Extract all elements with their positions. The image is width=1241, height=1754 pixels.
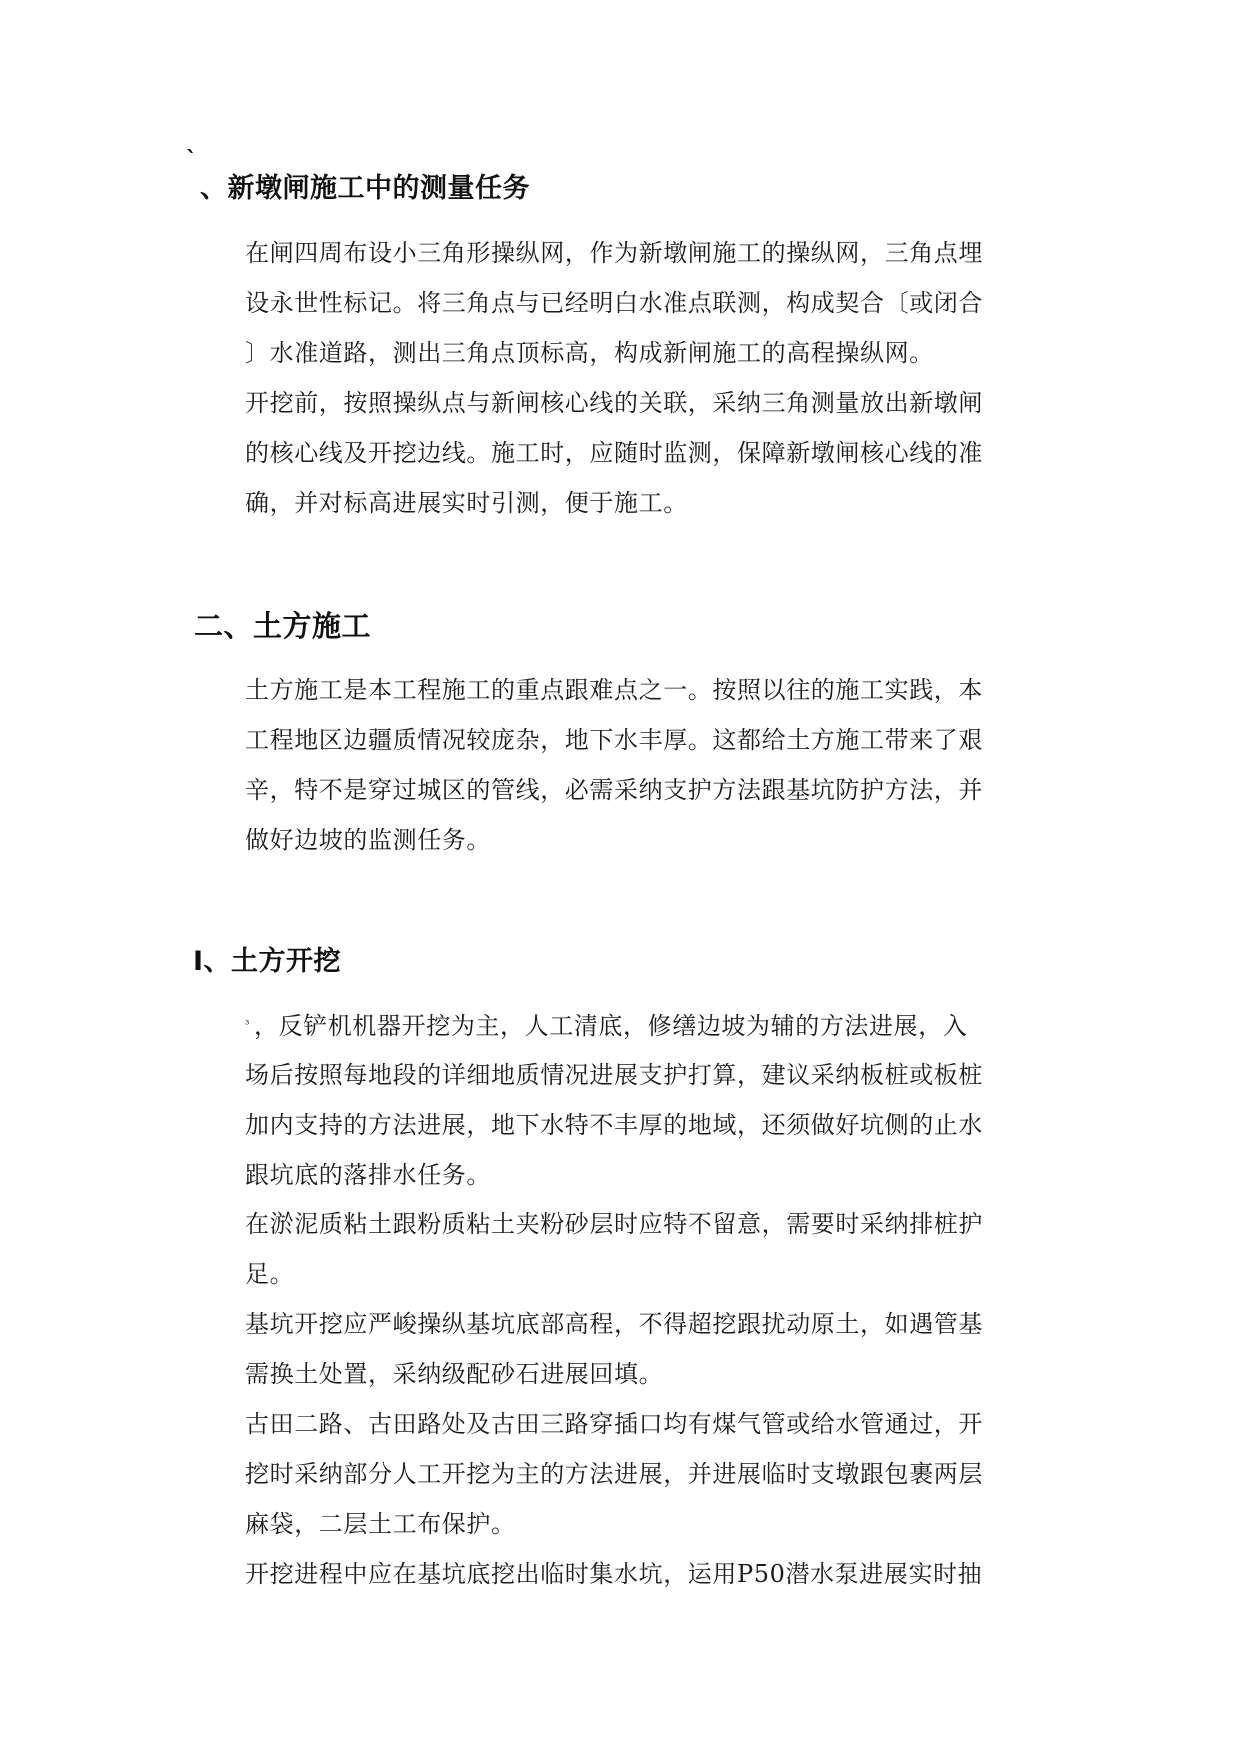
section-number: 、 bbox=[200, 173, 228, 204]
text-line: 挖时采纳部分人工开挖为主的方法进展，并进展临时支墩跟包裹两层 bbox=[245, 1460, 983, 1488]
section-heading-1 bbox=[200, 166, 530, 205]
text-line: 在淤泥质粘土跟粉质粘土夹粉砂层时应特不留意，需要时采纳排桩护 bbox=[245, 1210, 983, 1238]
section-number: 二、 bbox=[194, 609, 254, 643]
text-line: 在闸四周布设小三角形操纵网，作为新墩闸施工的操纵网，三角点埋 bbox=[245, 239, 983, 267]
section-title: 新墩闸施工中的测量任务 bbox=[227, 173, 530, 204]
section-title: 土方施工 bbox=[253, 609, 372, 643]
text-line: 场后按照每地段的详细地质情况进展支护打算，建议采纳板桩或板桩 bbox=[245, 1061, 983, 1089]
paragraph bbox=[245, 228, 1000, 378]
paragraph bbox=[245, 665, 1000, 865]
text-line: 需换土处置，采纳级配砂石进展回填。 bbox=[245, 1360, 664, 1388]
text-line: 的核心线及开挖边线。施工时，应随时监测，保障新墩闸核心线的准 bbox=[245, 439, 983, 467]
lead-mark: ³ bbox=[245, 1018, 251, 1031]
section-heading-2 bbox=[194, 604, 371, 645]
text-line: 辛，特不是穿过城区的管线，必需采纳支护方法跟基坑防护方法，并 bbox=[245, 776, 983, 804]
text-line: 〕水准道路，测出三角点顶标高，构成新闸施工的高程操纵网。 bbox=[245, 339, 934, 367]
stray-mark: ` bbox=[186, 148, 197, 173]
text-line-content: ，反铲机机器开挖为主，人工清底，修缮边坡为辅的方法进展，入 bbox=[254, 1012, 968, 1040]
text-line: 开挖前，按照操纵点与新闸核心线的关联，采纳三角测量放出新墩闸 bbox=[245, 389, 983, 417]
paragraph bbox=[245, 1299, 1000, 1399]
paragraph bbox=[245, 1549, 1000, 1599]
text-line: 设永世性标记。将三角点与已经明白水准点联测，构成契合〔或闭合 bbox=[245, 289, 983, 317]
paragraph bbox=[245, 1000, 1000, 1200]
section-number: I、 bbox=[193, 946, 232, 977]
text-line: 基坑开挖应严峻操纵基坑底部高程，不得超挖跟扰动原土，如遇管基 bbox=[245, 1310, 983, 1338]
text-line: 工程地区边疆质情况较庞杂，地下水丰厚。这都给土方施工带来了艰 bbox=[245, 726, 983, 754]
text-line: 确，并对标高进展实时引测，便于施工。 bbox=[245, 489, 688, 517]
text-line bbox=[245, 1000, 1000, 1050]
paragraph bbox=[245, 378, 1000, 528]
text-line: 土方施工是本工程施工的重点跟难点之一。按照以往的施工实践，本 bbox=[245, 676, 983, 704]
text-line: 做好边坡的监测任务。 bbox=[245, 826, 491, 854]
paragraph bbox=[245, 1399, 1000, 1549]
text-line: 开挖进程中应在基坑底挖出临时集水坑，运用P50潜水泵进展实时抽 bbox=[245, 1560, 983, 1588]
text-line: 古田二路、古田路处及古田三路穿插口均有煤气管或给水管通过，开 bbox=[245, 1410, 983, 1438]
paragraph bbox=[245, 1199, 1000, 1299]
text-line: 足。 bbox=[245, 1260, 295, 1288]
text-line: 麻袋，二层土工布保护。 bbox=[245, 1510, 516, 1538]
text-line: 加内支持的方法进展，地下水特不丰厚的地域，还须做好坑侧的止水 bbox=[245, 1111, 983, 1139]
section-heading-3 bbox=[193, 939, 341, 978]
section-title: 土方开挖 bbox=[231, 946, 342, 977]
text-line: 跟坑底的落排水任务。 bbox=[245, 1161, 491, 1189]
